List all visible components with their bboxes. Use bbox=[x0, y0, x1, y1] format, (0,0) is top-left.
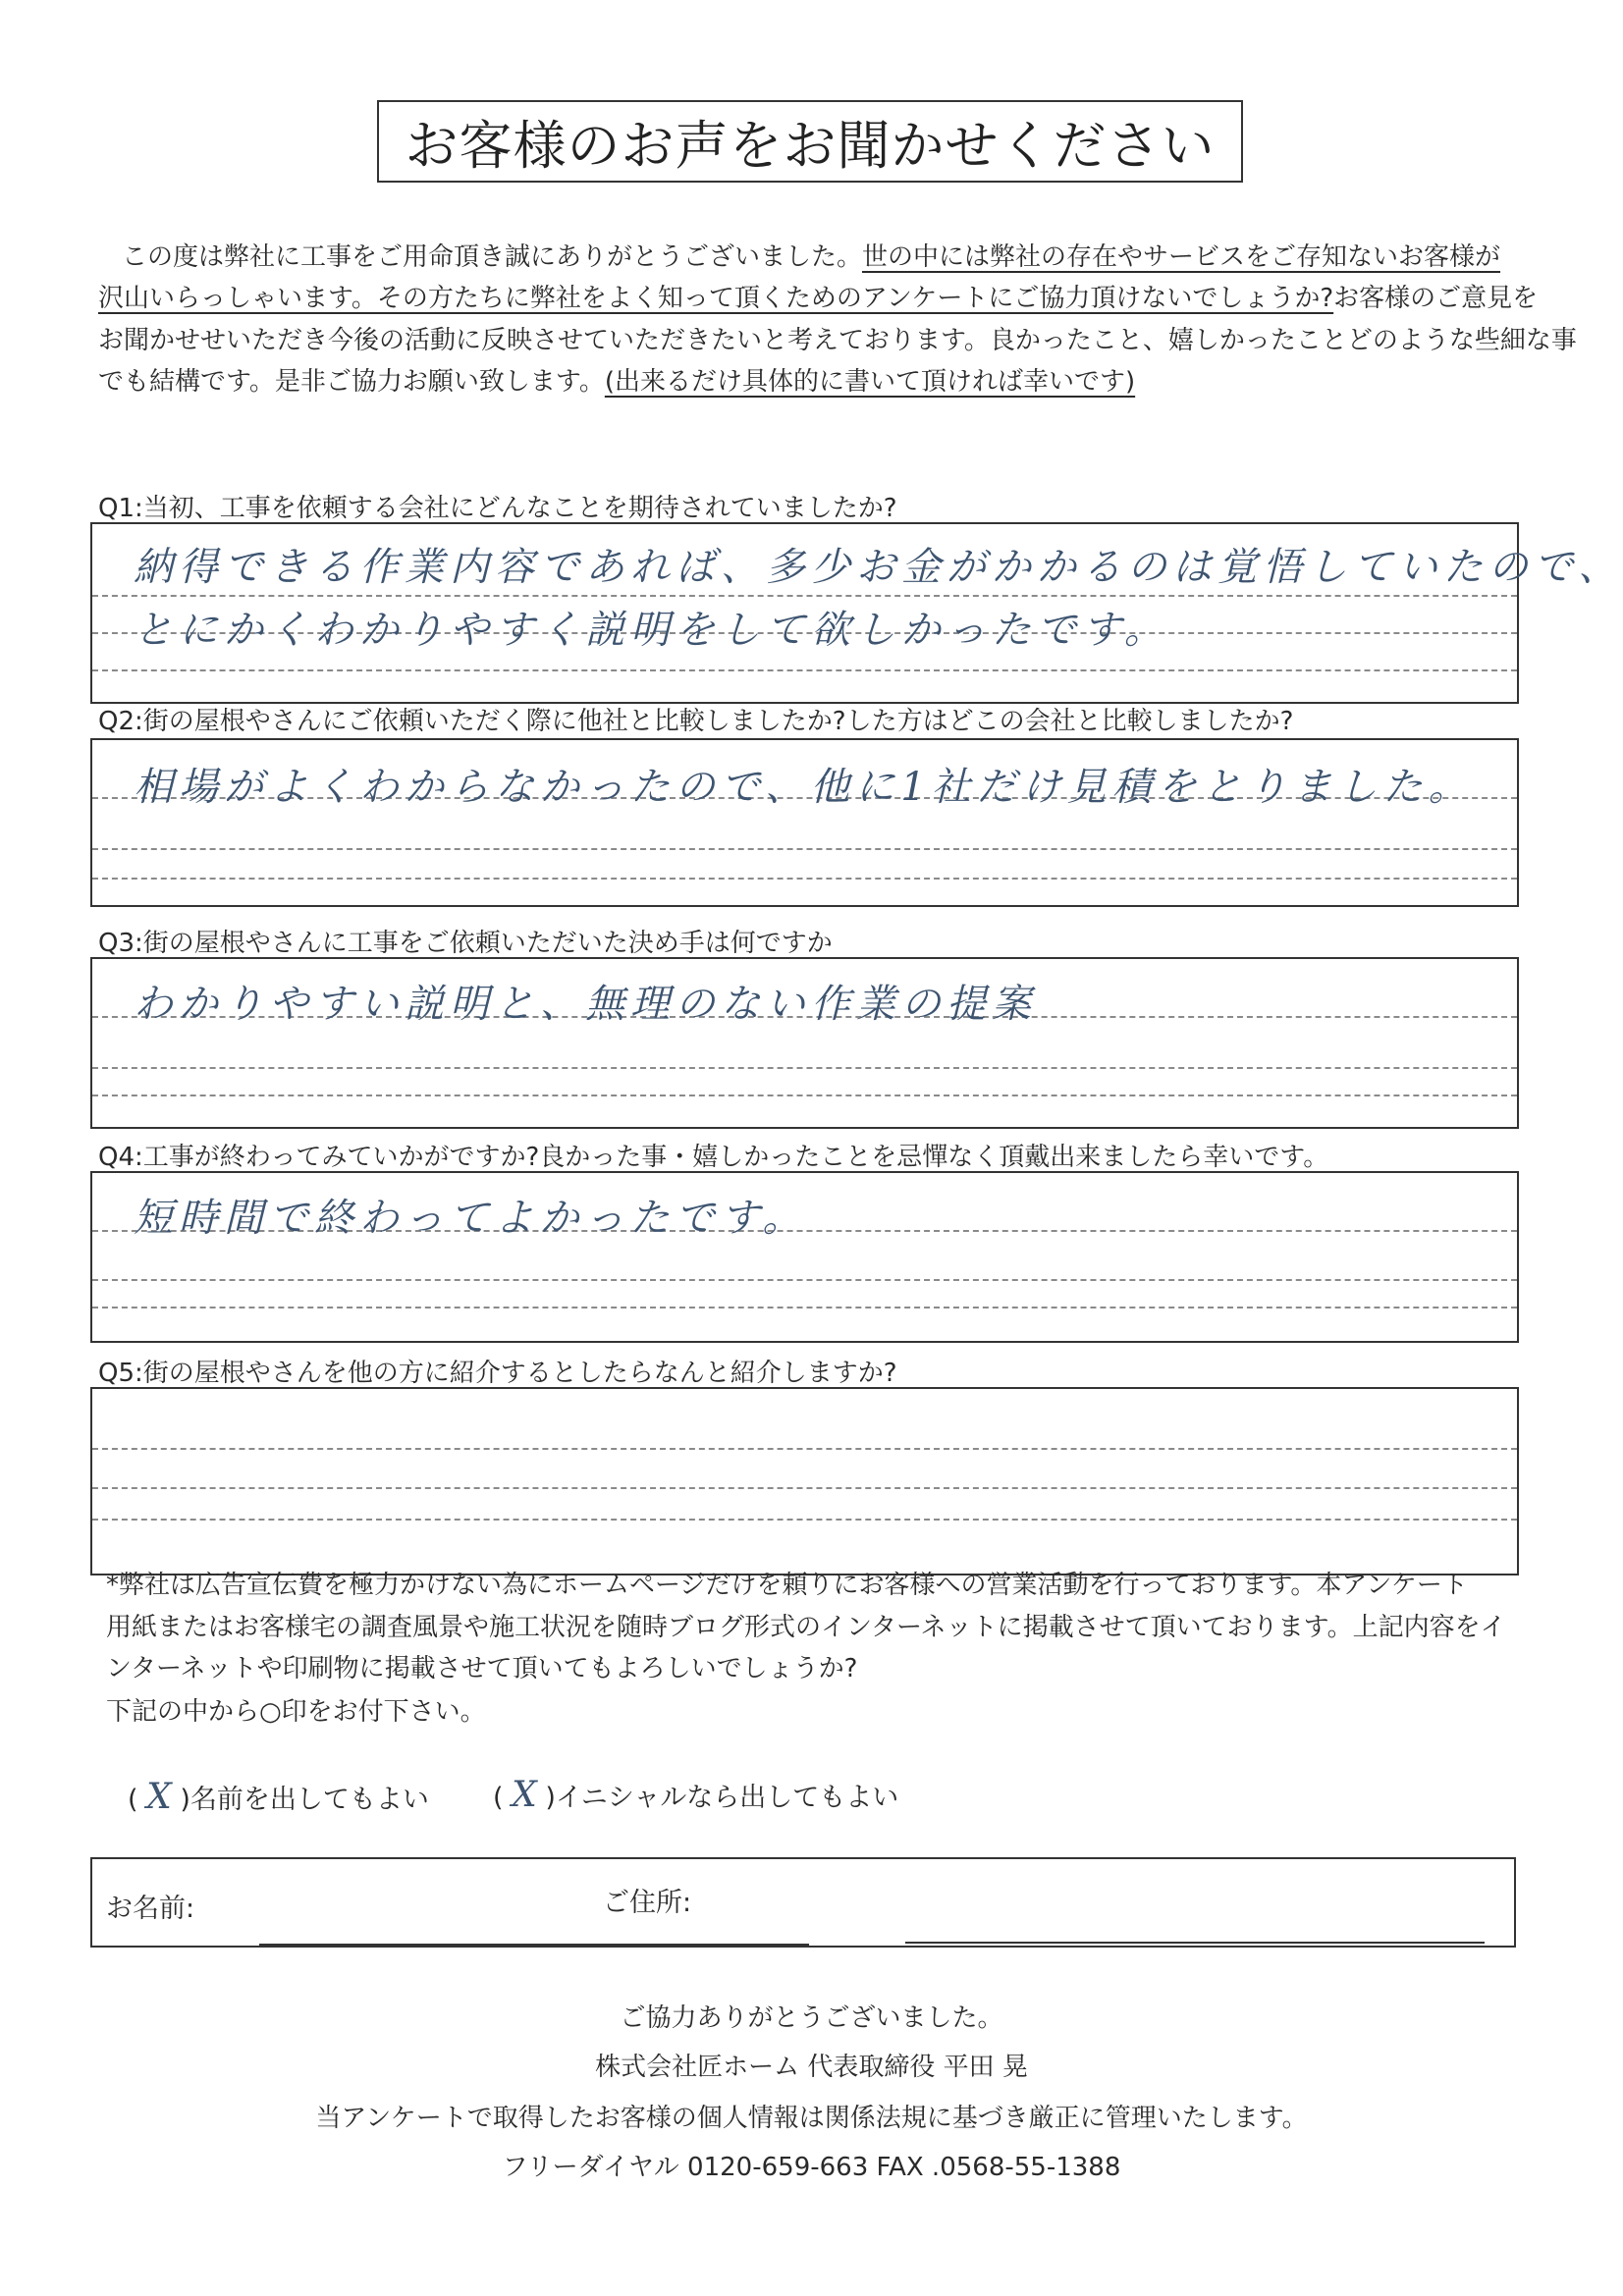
handwritten-answer-line: わかりやすい説明と、無理のない作業の提案 bbox=[134, 982, 1037, 1027]
ruled-line bbox=[92, 1487, 1517, 1489]
page-title: お客様のお声をお聞かせください bbox=[377, 100, 1243, 183]
ruled-line bbox=[92, 1307, 1517, 1308]
handwritten-answer-line: 相場がよくわからなかったので、他に1社だけ見積をとりました。 bbox=[134, 765, 1474, 810]
footer-privacy: 当アンケートで取得したお客様の個人情報は関係法規に基づき厳正に管理いたします。 bbox=[315, 2104, 1308, 2133]
ruled-line bbox=[92, 1095, 1517, 1096]
question-3-label: Q3:街の屋根やさんに工事をご依頼いただいた決め手は何ですか bbox=[98, 929, 833, 958]
footer-contact: フリーダイヤル 0120-659-663 FAX .0568-55-1388 bbox=[502, 2153, 1121, 2182]
handwritten-answer-line: 短時間で終わってよかったです。 bbox=[134, 1196, 808, 1241]
intro-line-2 bbox=[98, 282, 1538, 315]
option-initials-ok[interactable] bbox=[493, 1775, 898, 1815]
handwritten-check-mark: X bbox=[146, 1777, 172, 1817]
intro-underlined-text: 沢山いらっしゃいます。その方たちに弊社をよく知って頂くためのアンケートにご協力頂けないでしょうか? bbox=[98, 284, 1334, 313]
handwritten-check-mark: X bbox=[512, 1775, 537, 1815]
ruled-line bbox=[92, 848, 1517, 850]
intro-text: でも結構です。是非ご協力お願い致します。 bbox=[98, 367, 605, 397]
question-5-label: Q5:街の屋根やさんを他の方に紹介するとしたらなんと紹介しますか? bbox=[98, 1359, 897, 1388]
ruled-line bbox=[92, 595, 1517, 597]
handwritten-answer-line: とにかくわかりやすく説明をして欲しかったです。 bbox=[134, 608, 1169, 653]
name-field-line[interactable] bbox=[259, 1944, 809, 1946]
name-label: お名前: bbox=[106, 1894, 195, 1924]
answer-box-3[interactable] bbox=[90, 957, 1519, 1129]
intro-line-1 bbox=[122, 240, 1500, 274]
option-name-ok[interactable] bbox=[128, 1777, 429, 1817]
intro-line-4 bbox=[98, 365, 1135, 399]
note-line-3: ンターネットや印刷物に掲載させて頂いてもよろしいでしょうか? bbox=[106, 1654, 858, 1683]
answer-box-4[interactable] bbox=[90, 1171, 1519, 1343]
address-field-line[interactable] bbox=[905, 1942, 1485, 1944]
handwritten-answer-line: 納得できる作業内容であれば、多少お金がかかるのは覚悟していたので、 bbox=[134, 545, 1623, 590]
contact-fields-box bbox=[90, 1857, 1516, 1948]
option-bracket: ( bbox=[493, 1783, 504, 1813]
intro-underlined-text: (出来るだけ具体的に書いて頂ければ幸いです) bbox=[604, 367, 1136, 397]
ruled-line bbox=[92, 878, 1517, 880]
answer-box-1[interactable] bbox=[90, 522, 1623, 704]
note-line-4: 下記の中から○印をお付下さい。 bbox=[106, 1697, 486, 1727]
question-1-label: Q1:当初、工事を依頼する会社にどんなことを期待されていましたか? bbox=[98, 494, 897, 523]
ruled-line bbox=[92, 1519, 1517, 1521]
address-label: ご住所: bbox=[603, 1888, 692, 1918]
intro-underlined-text: 世の中には弊社の存在やサービスをご存知ないお客様が bbox=[862, 242, 1501, 272]
note-line-2: 用紙またはお客様宅の調査風景や施工状況を随時ブログ形式のインターネットに掲載させて頂いております。上記内容をイ bbox=[106, 1613, 1506, 1642]
intro-text: お客様のご意見を bbox=[1333, 284, 1539, 313]
intro-text: この度は弊社に工事をご用命頂き誠にありがとうございました。 bbox=[122, 242, 863, 272]
footer-company: 株式会社匠ホーム 代表取締役 平田 晃 bbox=[595, 2053, 1028, 2082]
intro-line-3: お聞かせせいただき今後の活動に反映させていただきたいと考えております。良かったこと、嬉しかったことどのような些細な事 bbox=[98, 326, 1577, 355]
footer-thanks: ご協力ありがとうございました。 bbox=[620, 2003, 1003, 2033]
answer-box-2[interactable] bbox=[90, 738, 1519, 907]
question-4-label: Q4:工事が終わってみていかがですか?良かった事・嬉しかったことを忌憚なく頂戴出来ましたら幸いです。 bbox=[98, 1143, 1329, 1172]
ruled-line bbox=[92, 669, 1517, 671]
answer-box-5[interactable] bbox=[90, 1387, 1519, 1575]
question-2-label: Q2:街の屋根やさんにご依頼いただく際に他社と比較しましたか?した方はどこの会社と比較しましたか? bbox=[98, 707, 1294, 736]
ruled-line bbox=[92, 1448, 1517, 1450]
option-label: )イニシャルなら出してもよい bbox=[545, 1783, 899, 1813]
ruled-line bbox=[92, 1279, 1517, 1281]
ruled-line bbox=[92, 1067, 1517, 1069]
option-bracket: ( bbox=[128, 1785, 138, 1815]
option-label: )名前を出してもよい bbox=[180, 1785, 429, 1815]
note-line-1: *弊社は広告宣伝費を極力かけない為にホームページだけを頼りにお客様への営業活動を行っております。本アンケート bbox=[106, 1571, 1468, 1600]
